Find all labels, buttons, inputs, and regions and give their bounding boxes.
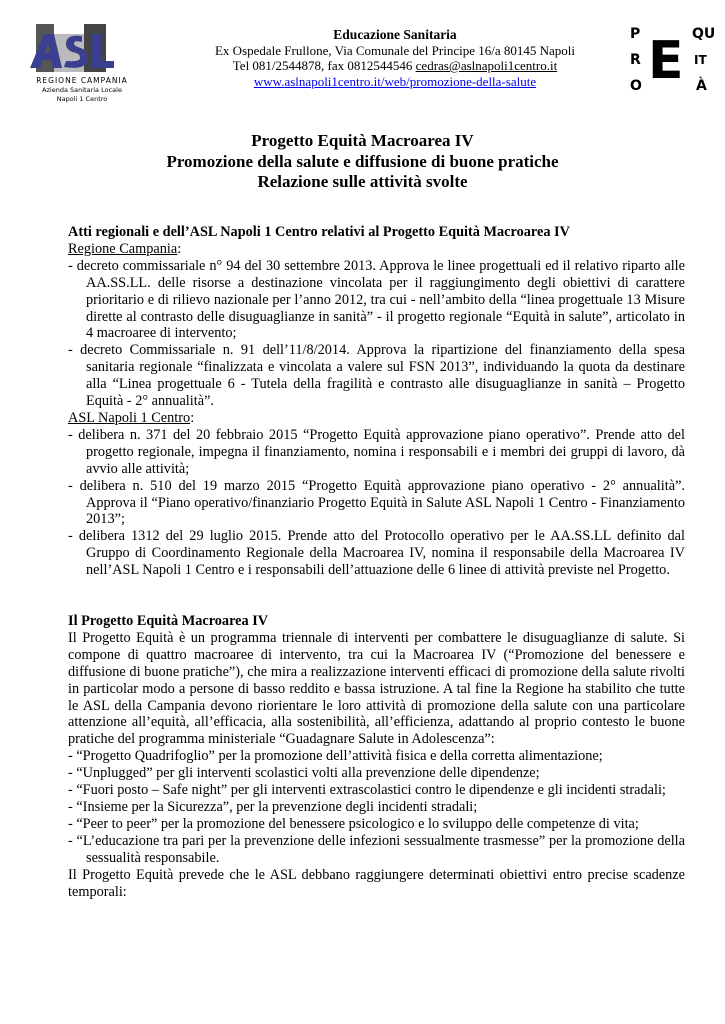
progetto-equita-logo [628, 26, 720, 101]
list-item: - delibera n. 371 del 20 febbraio 2015 “Progetto Equità approvazione piano operativo”. Prende atto del progetto regionale, impegna il finanziamento, nomina i responsabili e i membri dei gruppi di lavoro, dà avvio alle attività; [68, 426, 685, 477]
email-link[interactable]: cedras@aslnapoli1centro.it [415, 58, 558, 73]
title-line: Progetto Equità Macroarea IV [251, 131, 474, 150]
logo-agency: Azienda Sanitaria Locale [42, 86, 122, 94]
title-line: Relazione sulle attività svolte [257, 172, 468, 191]
subheading: Regione Campania [68, 240, 178, 257]
list-item: - “Progetto Quadrifoglio” per la promozione dell’attività fisica e della corretta alimentazione; [68, 748, 603, 765]
section-heading: Atti regionali e dell’ASL Napoli 1 Centro relativi al Progetto Equità Macroarea IV [68, 224, 570, 240]
asl-logo-graphic [22, 24, 142, 74]
list-item: - “Unplugged” per gli interventi scolastici volti alla prevenzione delle dipendenze; [68, 765, 540, 782]
department-title: Educazione Sanitaria [333, 27, 457, 42]
letterhead [190, 27, 600, 89]
logo-letter: À [696, 78, 707, 94]
logo-letter: IT [694, 53, 707, 67]
phone-fax: Tel 081/2544878, fax 0812544546 [232, 58, 416, 73]
title-line: Promozione della salute e diffusione di buone pratiche [166, 151, 559, 171]
logo-letter: E [648, 31, 684, 91]
list-item: - decreto commissariale n° 94 del 30 settembre 2013. Approva le linee progettuali ed il relativo riparto alle AA.SS.LL. delle risorse a destinazione vincolata per il raggiungimento degli obiettivi di carattere prioritario e di rilievo nazionale per l’anno 2012, tra cui - nell’ambito della “linea progettuale 13 Misure dirette al contrasto delle disuguaglianze in sanità” - il progetto regionale “Equità in salute”, articolato in 4 macroaree di intervento; [68, 257, 685, 342]
document-title [0, 131, 725, 193]
contacts [190, 58, 600, 74]
list-item: - “L’educazione tra pari per la prevenzione delle infezioni sessualmente trasmesse” per la promozione della sessualità responsabile. [68, 832, 685, 866]
logo-letter: R [630, 52, 641, 68]
logo-letter: O [630, 78, 642, 94]
logo-letter: P [630, 26, 641, 42]
list-item: - delibera n. 510 del 19 marzo 2015 “Progetto Equità approvazione piano operativo - 2° annualità”. Approva il “Piano operativo/finanziario Progetto Equità in Salute ASL Napoli 1 Centro - Finanziamento 2013”; [68, 477, 685, 528]
asl-logo [22, 24, 142, 103]
logo-letter: QU [692, 26, 716, 42]
website-link[interactable]: www.aslnapoli1centro.it/web/promozione-della-salute [253, 73, 537, 89]
subheading: ASL Napoli 1 Centro [68, 409, 191, 426]
list-item: - delibera 1312 del 29 luglio 2015. Prende atto del Protocollo operativo per le AA.SS.LL definito dal Gruppo di Coordinamento Regionale della Macroarea IV, nomina il responsabile della Macroarea IV nell’ASL Napoli 1 Centro e i responsabili dell’attuazione delle 6 linee di attività previste nel Progetto. [68, 528, 685, 579]
list-item: - decreto Commissariale n. 91 dell’11/8/2014. Approva la ripartizione del finanziamento della spesa sanitaria regionale “finalizzata e vincolata a valere sul FSN 2013”, individuando la quota da destinare alla “Linea progettuale 6 - Tutela della fragilità e contrasto alle disuguaglianze in sanità – Progetto Equità - 2° annualità”. [68, 342, 685, 410]
logo-region: REGIONE CAMPANIA [36, 76, 128, 85]
document-body: Atti regionali e dell’ASL Napoli 1 Centro relativi al Progetto Equità Macroarea IV Regione Campania: - decreto commissariale n° 94 del 30 settembre 2013. Approva le linee progettuali ed il relativo riparto alle AA.SS.LL. delle risorse a destinazione vincolata per il raggiungimento degli obiettivi di carattere prioritario e di rilievo nazionale per l’anno 2012, tra cui - nell’ambito della “linea progettuale 13 Misure dirette al contrasto delle disuguaglianze in sanità” - il progetto regionale “Equità in salute”, articolato in 4 macroaree di intervento; - decreto Commissariale n. 91 dell’11/8/2014. Approva la ripartizione del finanziamento della spesa sanitaria regionale “finalizzata e vincolata a valere sul FSN 2013”, individuando la quota da destinare alla “Linea progettuale 6 - Tutela della fragilità e contrasto alle disuguaglianze in sanità – Progetto Equità - 2° annualità”. ASL Napoli 1 Centro: - delibera n. 371 del 20 febbraio 2015 “Progetto Equità approvazione piano operativo”. Prende atto del progetto regionale, impegna il finanziamento, nomina i responsabili e i membri dei gruppi di lavoro, dà avvio alle attività; - delibera n. 510 del 19 marzo 2015 “Progetto Equità approvazione piano operativo - 2° annualità”. Approva il “Piano operativo/finanziario Progetto Equità in Salute ASL Napoli 1 Centro - Finanziamento 2013”; - delibera 1312 del 29 luglio 2015. Prende atto del Protocollo operativo per le AA.SS.LL definito dal Gruppo di Coordinamento Regionale della Macroarea IV, nomina il responsabile della Macroarea IV nell’ASL Napoli 1 Centro e i responsabili dell’attuazione delle 6 linee di attività previste nel Progetto. Il Progetto Equità Macroarea IV Il Progetto Equità è un programma triennale di interventi per combattere le disuguaglianze di salute. Si compone di quattro macroaree di intervento, tra cui la Macroarea IV (“Promozione del benessere e diffusione di buone pratiche”), che mira a realizzazione interventi efficaci di promozione della salute rivolti in particolar modo a persone di basso reddito e bassa istruzione. A tal fine la Regione ha stabilito che tutte le ASL della Campania devono riorientare le loro attività di promozione della salute con una particolare attenzione all’equità, all’efficacia, alla sostenibilità, all’efficienza, adattando al proprio contesto le buone pratiche del programma ministeriale “Guadagnare Salute in Adolescenza”: - “Progetto Quadrifoglio” per la promozione dell’attività fisica e della corretta alimentazione; - “Unplugged” per gli interventi scolastici volti alla prevenzione delle dipendenze; - “Fuori posto – Safe night” per gli interventi extrascolastici contro le dipendenze e gli incidenti stradali; - “Insieme per la Sicurezza”, per la prevenzione degli incidenti stradali; - “Peer to peer” per la promozione del benessere psicologico e lo sviluppo delle competenze di vita; - “L’educazione tra pari per la prevenzione delle infezioni sessualmente trasmesse” per la promozione della sessualità responsabile. Il Progetto Equità prevede che le ASL debbano raggiungere determinati obiettivi entro precise scadenze temporali: [68, 224, 685, 900]
paragraph: Il Progetto Equità prevede che le ASL debbano raggiungere determinati obiettivi entro precise scadenze temporali: [68, 866, 685, 900]
address: Ex Ospedale Frullone, Via Comunale del Principe 16/a 80145 Napoli [214, 42, 576, 58]
section-heading: Il Progetto Equità Macroarea IV [68, 613, 269, 630]
logo-city: Napoli 1 Centro [56, 94, 108, 103]
list-item: - “Peer to peer” per la promozione del benessere psicologico e lo sviluppo delle competenze di vita; [68, 815, 639, 832]
list-item: - “Insieme per la Sicurezza”, per la prevenzione degli incidenti stradali; [68, 799, 478, 815]
paragraph: Il Progetto Equità è un programma triennale di interventi per combattere le disuguaglianze di salute. Si compone di quattro macroaree di intervento, tra cui la Macroarea IV (“Promozione del benessere e diffusione di buone pratiche”), che mira a realizzazione interventi efficaci di promozione della salute rivolti in particolar modo a persone di basso reddito e bassa istruzione. A tal fine la Regione ha stabilito che tutte le ASL della Campania devono riorientare le loro attività di promozione della salute con una particolare attenzione all’equità, all’efficacia, alla sostenibilità, all’efficienza, adattando al proprio contesto le buone pratiche del programma ministeriale “Guadagnare Salute in Adolescenza”: [68, 629, 685, 748]
list-item: - “Fuori posto – Safe night” per gli interventi extrascolastici contro le dipendenze e gli incidenti stradali; [68, 782, 666, 799]
